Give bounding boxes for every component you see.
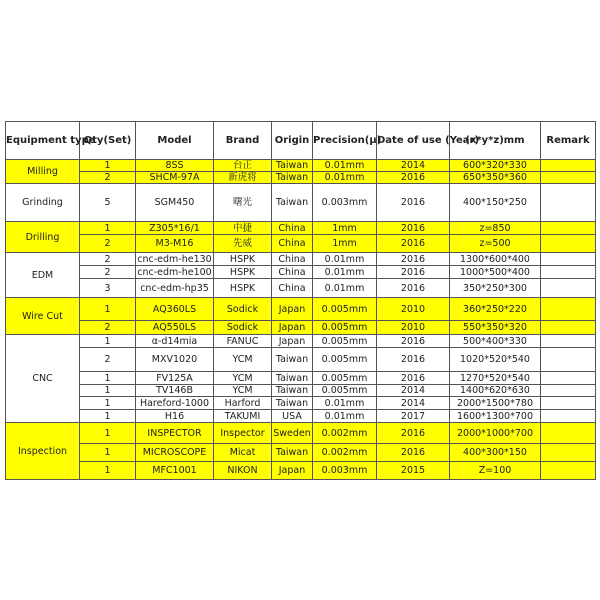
- remark-cell: [541, 160, 596, 172]
- qty-cell: 1: [80, 397, 136, 410]
- remark-cell: [541, 279, 596, 298]
- origin-cell: Taiwan: [272, 348, 313, 372]
- remark-cell: [541, 298, 596, 321]
- equipment-type-cell: Milling: [6, 160, 80, 184]
- year-of-use-cell: 2016: [377, 279, 450, 298]
- model-cell: cnc-edm-he130: [137, 253, 212, 265]
- dimensions-cell: 1000*500*400: [450, 266, 541, 279]
- qty-cell: 2: [80, 321, 136, 335]
- brand-cell: YCM: [214, 348, 272, 372]
- origin-cell: China: [272, 266, 313, 279]
- brand-cell: NIKON: [214, 462, 272, 480]
- precision-cell: 0.01mm: [313, 410, 377, 423]
- remark-cell: [541, 266, 596, 279]
- remark-cell: [541, 410, 596, 423]
- origin-cell: China: [272, 222, 313, 235]
- header-dimensions: (x*y*z)mm: [450, 122, 541, 160]
- dimensions-cell: 600*320*330: [450, 160, 541, 172]
- brand-cell: HSPK: [214, 266, 272, 279]
- year-of-use-cell: 2014: [377, 385, 450, 397]
- table-row: [6, 184, 596, 222]
- year-of-use-cell: 2017: [377, 410, 450, 423]
- table-row: [6, 372, 596, 385]
- dimensions-cell: Z=100: [450, 462, 541, 480]
- equipment-type-cell: CNC: [6, 335, 80, 423]
- origin-cell: China: [272, 235, 313, 253]
- table-body: [6, 160, 596, 480]
- equipment-type-cell: Wire Cut: [6, 298, 80, 335]
- origin-cell: Taiwan: [272, 385, 313, 397]
- origin-cell: Japan: [272, 298, 313, 321]
- dimensions-cell: 360*250*220: [450, 298, 541, 321]
- qty-cell: 1: [80, 423, 136, 444]
- qty-cell: 1: [80, 298, 136, 321]
- year-of-use-cell: 2010: [377, 321, 450, 335]
- precision-cell: 0.005mm: [313, 348, 377, 372]
- table-row: [6, 253, 596, 266]
- qty-cell: 1: [80, 385, 136, 397]
- origin-cell: Taiwan: [272, 172, 313, 184]
- dimensions-cell: 400*300*150: [450, 444, 541, 462]
- year-of-use-cell: 2016: [377, 235, 450, 253]
- precision-cell: 0.005mm: [313, 321, 377, 335]
- precision-cell: 0.01mm: [313, 266, 377, 279]
- model-cell: cnc-edm-he100: [137, 266, 212, 278]
- qty-cell: 1: [80, 335, 136, 348]
- dimensions-cell: 1300*600*400: [450, 253, 541, 266]
- model-cell: Hareford-1000: [136, 397, 214, 410]
- model-cell: 8SS: [136, 160, 214, 172]
- remark-cell: [541, 235, 596, 253]
- header-remark: Remark: [541, 122, 596, 160]
- year-of-use-cell: 2016: [377, 335, 450, 348]
- model-cell: INSPECTOR: [136, 423, 214, 444]
- model-cell: H16: [136, 410, 214, 423]
- brand-cell: 新虎将: [214, 172, 272, 184]
- dimensions-cell: 2000*1500*780: [450, 397, 541, 410]
- year-of-use-cell: 2016: [377, 444, 450, 462]
- dimensions-cell: 1400*620*630: [450, 385, 541, 397]
- origin-cell: Japan: [272, 462, 313, 480]
- qty-cell: 2: [80, 266, 136, 279]
- brand-cell: HSPK: [214, 253, 272, 266]
- table-row: [6, 462, 596, 480]
- header-row: [6, 122, 596, 160]
- model-cell: SGM450: [136, 184, 214, 222]
- model-cell: cnc-edm-hp35: [136, 279, 214, 298]
- qty-cell: 1: [80, 410, 136, 423]
- model-cell: M3-M16: [136, 235, 214, 253]
- header-origin: Origin: [272, 122, 313, 160]
- qty-cell: 1: [80, 160, 136, 172]
- table-row: [6, 298, 596, 321]
- qty-cell: 1: [80, 462, 136, 480]
- year-of-use-cell: 2015: [377, 462, 450, 480]
- model-cell: MICROSCOPE: [136, 444, 214, 462]
- brand-cell: FANUC: [214, 335, 272, 348]
- table-row: [6, 397, 596, 410]
- remark-cell: [541, 385, 596, 397]
- dimensions-cell: 2000*1000*700: [450, 423, 541, 444]
- brand-cell: YCM: [214, 385, 272, 397]
- brand-cell: Micat: [214, 444, 272, 462]
- brand-cell: 台正: [214, 160, 272, 172]
- model-cell: MFC1001: [136, 462, 214, 480]
- table-row: [6, 423, 596, 444]
- dimensions-cell: 400*150*250: [450, 184, 541, 222]
- precision-cell: 0.002mm: [313, 423, 377, 444]
- qty-cell: 2: [80, 253, 136, 266]
- precision-cell: 0.005mm: [313, 298, 377, 321]
- equipment-table: [5, 121, 596, 480]
- table-row: [6, 348, 596, 372]
- table-row: [6, 222, 596, 235]
- remark-cell: [541, 462, 596, 480]
- qty-cell: 3: [80, 279, 136, 298]
- origin-cell: Japan: [272, 335, 313, 348]
- dimensions-cell: 650*350*360: [450, 172, 541, 184]
- year-of-use-cell: 2016: [377, 222, 450, 235]
- equipment-type-cell: Drilling: [6, 222, 80, 253]
- header-brand: Brand: [214, 122, 272, 160]
- precision-cell: 0.01mm: [313, 397, 377, 410]
- table-row: [6, 266, 596, 279]
- precision-cell: 0.01mm: [313, 160, 377, 172]
- table-row: [6, 335, 596, 348]
- header-date-of-use: Date of use (Year): [377, 122, 450, 160]
- model-cell: AQ360LS: [136, 298, 214, 321]
- model-cell: α-d14mia: [136, 335, 214, 348]
- table-row: [6, 321, 596, 335]
- brand-cell: Sodick: [214, 298, 272, 321]
- model-cell: TV146B: [136, 385, 214, 397]
- model-cell: MXV1020: [136, 348, 214, 372]
- remark-cell: [541, 397, 596, 410]
- precision-cell: 0.01mm: [313, 253, 377, 266]
- brand-cell: 中捷: [214, 222, 272, 235]
- precision-cell: 0.002mm: [313, 444, 377, 462]
- origin-cell: Taiwan: [272, 444, 313, 462]
- year-of-use-cell: 2016: [377, 423, 450, 444]
- year-of-use-cell: 2016: [377, 184, 450, 222]
- precision-cell: 0.003mm: [313, 184, 377, 222]
- table-row: [6, 235, 596, 253]
- dimensions-cell: 550*350*320: [450, 321, 541, 335]
- remark-cell: [541, 184, 596, 222]
- precision-cell: 1mm: [313, 222, 377, 235]
- year-of-use-cell: 2016: [377, 372, 450, 385]
- year-of-use-cell: 2016: [377, 253, 450, 266]
- precision-cell: 0.005mm: [313, 385, 377, 397]
- dimensions-cell: 1270*520*540: [450, 372, 541, 385]
- brand-cell: YCM: [214, 372, 272, 385]
- qty-cell: 2: [80, 235, 136, 253]
- qty-cell: 1: [80, 222, 136, 235]
- origin-cell: Sweden: [272, 423, 313, 444]
- origin-cell: China: [272, 253, 313, 266]
- qty-cell: 1: [80, 444, 136, 462]
- brand-cell: Harford: [214, 397, 272, 410]
- header-qty: Qty(Set): [80, 122, 136, 160]
- model-cell: FV125A: [136, 372, 214, 385]
- remark-cell: [541, 423, 596, 444]
- header-model: Model: [136, 122, 214, 160]
- origin-cell: Taiwan: [272, 184, 313, 222]
- origin-cell: Japan: [272, 321, 313, 335]
- qty-cell: 1: [80, 372, 136, 385]
- year-of-use-cell: 2016: [377, 266, 450, 279]
- table-row: [6, 160, 596, 172]
- dimensions-cell: 500*400*330: [450, 335, 541, 348]
- table-row: [6, 385, 596, 397]
- table-row: [6, 444, 596, 462]
- model-cell: SHCM-97A: [136, 172, 214, 184]
- origin-cell: China: [272, 279, 313, 298]
- model-cell: AQ550LS: [136, 321, 214, 335]
- remark-cell: [541, 444, 596, 462]
- year-of-use-cell: 2014: [377, 397, 450, 410]
- brand-cell: HSPK: [214, 279, 272, 298]
- remark-cell: [541, 372, 596, 385]
- brand-cell: 曙光: [214, 184, 272, 222]
- dimensions-cell: z=850: [450, 222, 541, 235]
- brand-cell: Sodick: [214, 321, 272, 335]
- model-cell: Z305*16/1: [136, 222, 214, 235]
- remark-cell: [541, 222, 596, 235]
- remark-cell: [541, 172, 596, 184]
- origin-cell: Taiwan: [272, 397, 313, 410]
- header-equipment-type: Equipment type: [6, 122, 80, 160]
- equipment-type-cell: Grinding: [6, 184, 80, 222]
- origin-cell: USA: [272, 410, 313, 423]
- brand-cell: 先威: [214, 235, 272, 253]
- remark-cell: [541, 253, 596, 266]
- year-of-use-cell: 2016: [377, 348, 450, 372]
- brand-cell: TAKUMI: [214, 410, 272, 423]
- remark-cell: [541, 348, 596, 372]
- equipment-type-cell: Inspection: [6, 423, 80, 480]
- precision-cell: 0.01mm: [313, 172, 377, 184]
- brand-cell: Inspector: [214, 423, 272, 444]
- precision-cell: 1mm: [313, 235, 377, 253]
- remark-cell: [541, 335, 596, 348]
- precision-cell: 0.005mm: [313, 372, 377, 385]
- table-row: [6, 279, 596, 298]
- origin-cell: Taiwan: [272, 372, 313, 385]
- qty-cell: 5: [80, 184, 136, 222]
- dimensions-cell: z=500: [450, 235, 541, 253]
- equipment-type-cell: EDM: [6, 253, 80, 298]
- qty-cell: 2: [80, 348, 136, 372]
- origin-cell: Taiwan: [272, 160, 313, 172]
- header-precision: Precision(μ): [313, 122, 377, 160]
- table-row: [6, 172, 596, 184]
- remark-cell: [541, 321, 596, 335]
- dimensions-cell: 350*250*300: [450, 279, 541, 298]
- year-of-use-cell: 2016: [377, 172, 450, 184]
- dimensions-cell: 1020*520*540: [450, 348, 541, 372]
- dimensions-cell: 1600*1300*700: [450, 410, 541, 423]
- table-row: [6, 410, 596, 423]
- precision-cell: 0.01mm: [313, 279, 377, 298]
- qty-cell: 2: [80, 172, 136, 184]
- year-of-use-cell: 2010: [377, 298, 450, 321]
- year-of-use-cell: 2014: [377, 160, 450, 172]
- precision-cell: 0.005mm: [313, 335, 377, 348]
- precision-cell: 0.003mm: [313, 462, 377, 480]
